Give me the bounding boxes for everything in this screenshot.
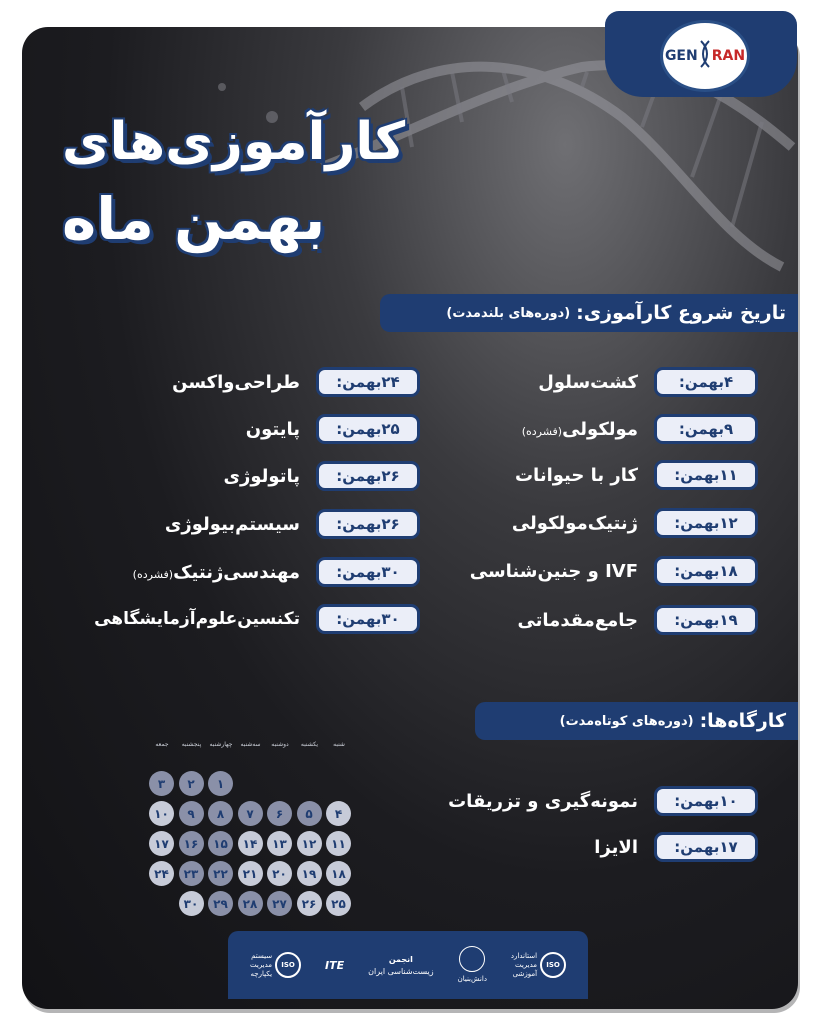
date-badge: ۲۴بهمن: — [316, 367, 420, 397]
list-item — [60, 366, 420, 398]
calendar-weekday-label: شنبه — [333, 741, 345, 748]
iso-21001-icon: ISO — [540, 952, 566, 978]
calendar-day: ۳۰ — [179, 891, 204, 916]
calendar-weekday-label: سه‌شنبه — [240, 741, 261, 748]
calendar-day: ۳ — [149, 771, 174, 796]
course-name: پاتولوژی — [223, 465, 300, 487]
calendar-day: ۷ — [238, 801, 263, 826]
calendar-day: ۱۵ — [208, 831, 233, 856]
course-name: مولکولی(فشرده) — [521, 418, 638, 440]
date-badge: ۳۰بهمن: — [316, 557, 420, 587]
footer-logo-bar — [228, 931, 588, 999]
date-badge: ۴بهمن: — [654, 367, 758, 397]
page-title-line2: بهمن ماه — [62, 185, 326, 253]
calendar-day: ۲۸ — [238, 891, 263, 916]
calendar-weekday-label: دوشنبه — [271, 741, 289, 748]
list-item — [60, 603, 420, 635]
calendar-weekday-label: پنجشنبه — [181, 741, 202, 748]
list-item — [440, 413, 758, 445]
calendar-day: ۲۵ — [326, 891, 351, 916]
calendar-day: ۶ — [267, 801, 292, 826]
calendar-weekday-label: چهارشنبه — [209, 741, 233, 748]
calendar-day: ۲۷ — [267, 891, 292, 916]
calendar-day: ۵ — [297, 801, 322, 826]
calendar-day: ۲۱ — [238, 861, 263, 886]
calendar-day: ۱۸ — [326, 861, 351, 886]
calendar-day: ۲ — [179, 771, 204, 796]
list-item — [440, 459, 758, 491]
footer-logo-text: یکپارچه — [250, 969, 273, 978]
course-name: نمونه‌گیری و تزریقات — [448, 790, 638, 812]
list-item — [60, 508, 420, 540]
date-badge: ۱۱بهمن: — [654, 460, 758, 490]
ite-icon: ITE — [325, 958, 345, 972]
course-name: جامع‌مقدماتی — [517, 609, 638, 631]
calendar-day: ۲۶ — [297, 891, 322, 916]
short-term-section-subtitle: (دوره‌های کوتاه‌مدت) — [559, 713, 694, 729]
calendar-day: ۱۷ — [149, 831, 174, 856]
page-title-line1: کارآموزی‌های — [62, 112, 406, 172]
footer-logo-text: انجمن — [388, 954, 413, 964]
course-name: ژنتیک‌مولکولی — [511, 512, 638, 534]
list-item — [440, 555, 758, 587]
course-name: طراحی‌واکسن — [172, 371, 300, 393]
calendar-day: ۲۹ — [208, 891, 233, 916]
course-name: تکنسین‌علوم‌آزمایشگاهی — [94, 609, 300, 629]
course-name: سیستم‌بیولوژی — [164, 513, 300, 535]
course-note: (فشرده) — [132, 567, 174, 581]
footer-logo-text: دانش‌بنیان — [457, 975, 487, 983]
calendar-weekday-label: یکشنبه — [300, 741, 319, 748]
calendar-day: ۱۳ — [267, 831, 292, 856]
date-badge: ۱۷بهمن: — [654, 832, 758, 862]
footer-logo — [368, 955, 434, 976]
footer-logo — [250, 952, 301, 979]
calendar-day: ۱۴ — [238, 831, 263, 856]
date-badge: ۱۸بهمن: — [654, 556, 758, 586]
calendar-day: ۹ — [179, 801, 204, 826]
short-term-section-header — [475, 702, 798, 740]
footer-logo-text: زیست‌شناسی ایران — [368, 966, 434, 976]
list-item — [440, 507, 758, 539]
long-term-section-title: تاریخ شروع کارآموزی: — [576, 302, 786, 324]
footer-logo-text: استاندارد — [510, 951, 538, 960]
date-badge: ۳۰بهمن: — [316, 604, 420, 634]
footer-logo-text: سیستم — [251, 951, 273, 960]
list-item — [60, 460, 420, 492]
logo-text-gen: GEN — [664, 48, 698, 64]
list-item — [440, 604, 758, 636]
footer-logo — [325, 958, 345, 972]
long-term-section-header — [380, 294, 798, 332]
footer-logo-text: مدیریت — [250, 960, 273, 969]
ims-icon: ISO — [275, 952, 301, 978]
course-name: الایزا — [594, 836, 638, 858]
list-item — [440, 366, 758, 398]
date-badge: ۱۹بهمن: — [654, 605, 758, 635]
course-note: (فشرده) — [521, 424, 563, 438]
calendar-day: ۱۹ — [297, 861, 322, 886]
long-term-section-subtitle: (دوره‌های بلندمدت) — [446, 305, 571, 321]
list-item — [440, 785, 758, 817]
calendar-day: ۲۲ — [208, 861, 233, 886]
date-badge: ۲۶بهمن: — [316, 509, 420, 539]
date-badge: ۱۲بهمن: — [654, 508, 758, 538]
date-badge: ۲۵بهمن: — [316, 414, 420, 444]
date-badge: ۲۶بهمن: — [316, 461, 420, 491]
logo-text-ran: RAN — [711, 48, 746, 64]
calendar-day: ۱۱ — [326, 831, 351, 856]
calendar-day: ۱۰ — [149, 801, 174, 826]
list-item — [60, 556, 420, 588]
footer-logo-text: مدیریت — [514, 960, 538, 969]
calendar-weekday-headers — [128, 741, 348, 755]
calendar-day: ۲۰ — [267, 861, 292, 886]
daneshbonyan-icon — [459, 946, 485, 972]
calendar-day: ۸ — [208, 801, 233, 826]
course-name: کار با حیوانات — [514, 464, 638, 486]
course-name: IVF و جنین‌شناسی — [469, 560, 638, 582]
date-badge: ۹بهمن: — [654, 414, 758, 444]
footer-logo — [458, 946, 487, 984]
course-name: کشت‌سلول — [538, 371, 638, 393]
course-name: پایتون — [245, 418, 300, 440]
genran-logo — [660, 20, 750, 92]
calendar-day: ۲۳ — [179, 861, 204, 886]
calendar-day: ۲۴ — [149, 861, 174, 886]
footer-logo-text: آموزشی — [512, 969, 538, 978]
footer-logo — [511, 952, 566, 979]
calendar-day: ۱۶ — [179, 831, 204, 856]
list-item — [440, 831, 758, 863]
short-term-section-title: کارگاه‌ها: — [699, 710, 786, 732]
calendar-day: ۱۲ — [297, 831, 322, 856]
calendar-day: ۴ — [326, 801, 351, 826]
course-name: مهندسی‌ژنتیک(فشرده) — [132, 561, 300, 583]
date-badge: ۱۰بهمن: — [654, 786, 758, 816]
calendar-day: ۱ — [208, 771, 233, 796]
dna-logo-icon — [699, 39, 711, 73]
list-item — [60, 413, 420, 445]
calendar-weekday-label: جمعه — [155, 741, 169, 748]
